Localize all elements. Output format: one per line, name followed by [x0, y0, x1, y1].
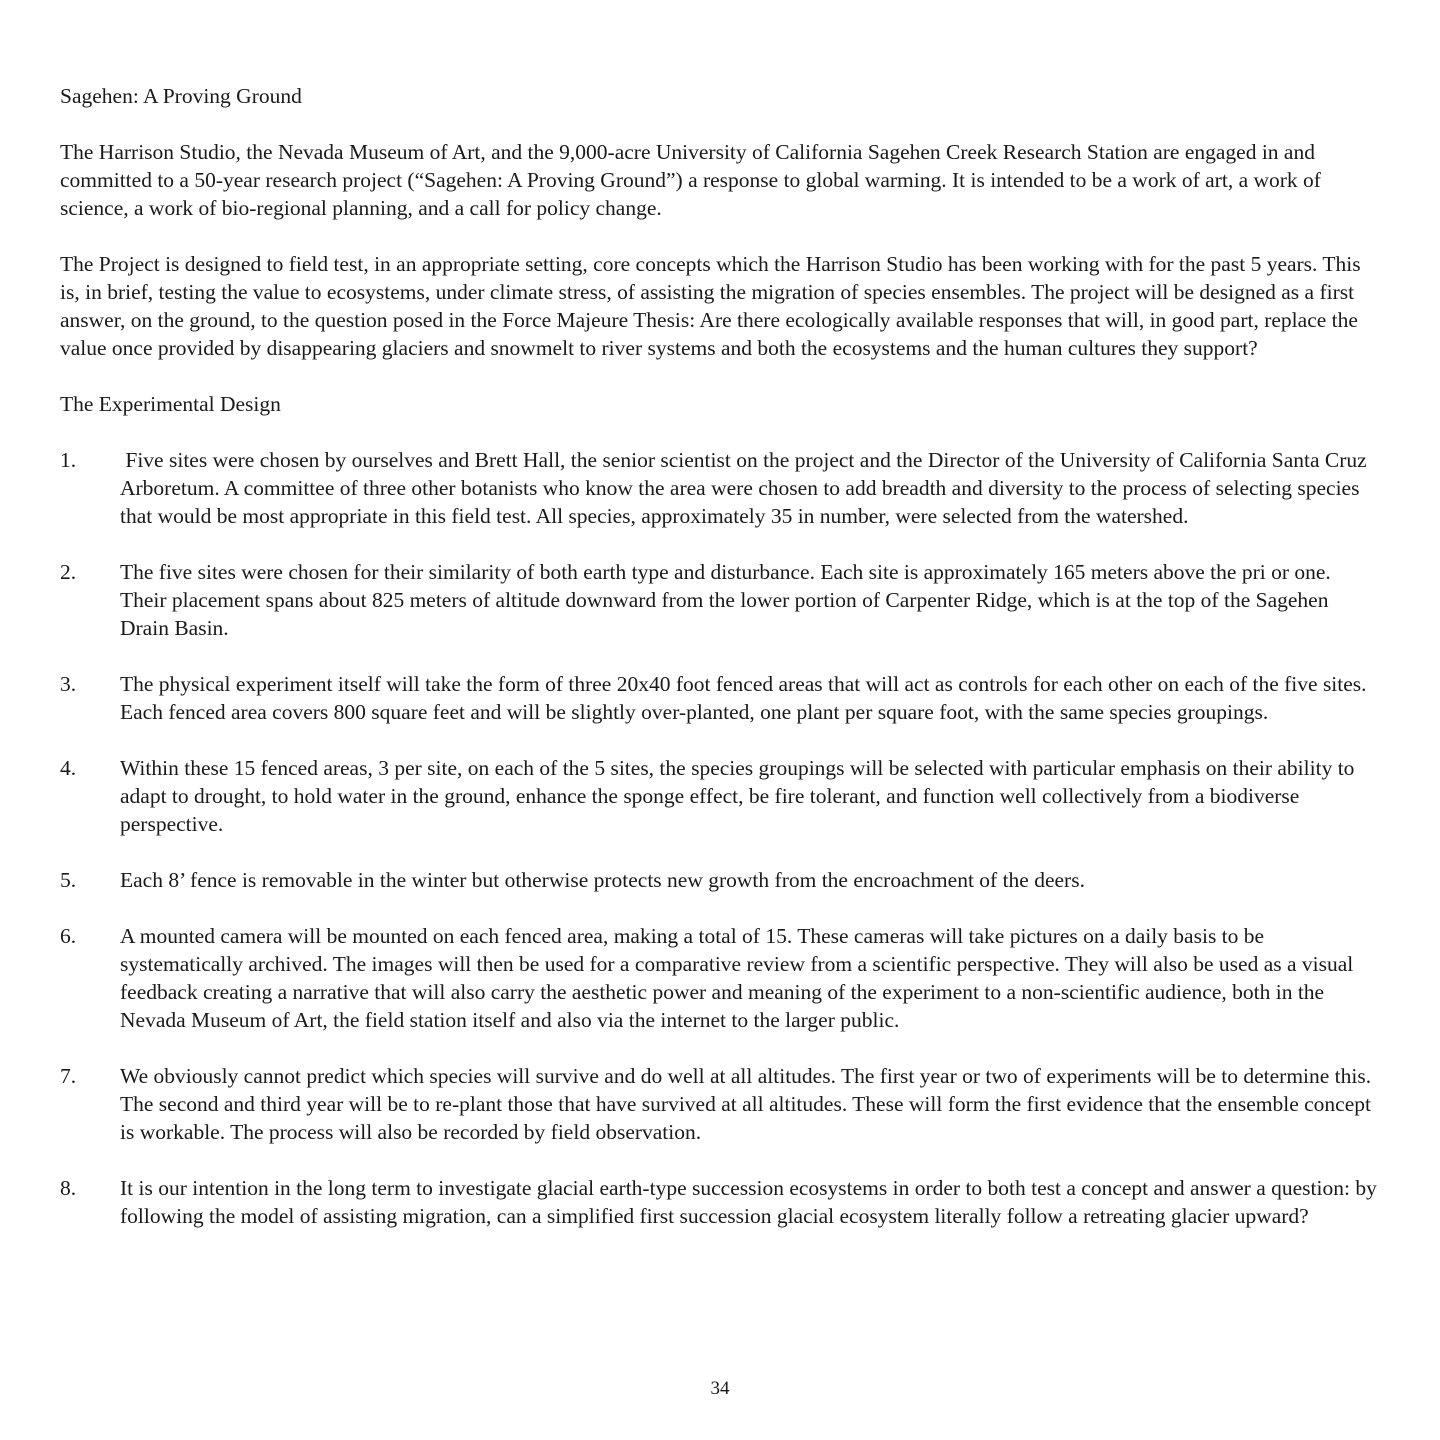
intro-paragraph: The Harrison Studio, the Nevada Museum of Art, and the 9,000-acre University of California Sagehen Creek Research Station are engaged in and committed to a 50-year research project (“Sagehen: A Proving Ground”) a response to global warming. It is intended to be a work of art, a work of science, a work of bio-regional planning, and a call for policy change.: [60, 140, 1321, 220]
list-item-number: 7.: [60, 1064, 77, 1088]
list-item-text: It is our intention in the long term to investigate glacial earth-type succession ecosystems in order to both test a concept and answer a question: by following the model of assisting migration, can a simplified first succession glacial ecosystem literally follow a retreating glacier upward?: [120, 1176, 1377, 1228]
list-item-text: Each 8’ fence is removable in the winter but otherwise protects new growth from the encroachment of the deers.: [120, 868, 1085, 892]
document-title: Sagehen: A Proving Ground: [60, 84, 302, 108]
list-item-number: 8.: [60, 1176, 77, 1200]
list-item-text: A mounted camera will be mounted on each fenced area, making a total of 15. These cameras will take pictures on a daily basis to be systematically archived. The images will then be used for a comparative review from a scientific perspective. They will also be used as a visual feedback creating a narrative that will also carry the aesthetic power and meaning of the experiment to a non-scientific audience, both in the Nevada Museum of Art, the field station itself and also via the internet to the larger public.: [120, 924, 1354, 1032]
list-item: [60, 558, 1382, 642]
list-item: [60, 446, 1382, 530]
list-item: [60, 866, 1382, 894]
list-item-number: 3.: [60, 672, 77, 696]
list-item-number: 4.: [60, 756, 77, 780]
list-item: [60, 670, 1382, 726]
page-number: 34: [710, 1378, 730, 1399]
list-item-text: The physical experiment itself will take the form of three 20x40 foot fenced areas that will act as controls for each other on each of the five sites. Each fenced area covers 800 square feet and will be slightly over-planted, one plant per square foot, with the same species groupings.: [120, 672, 1367, 724]
list-item-number: 5.: [60, 868, 77, 892]
list-item-text: The five sites were chosen for their similarity of both earth type and disturbance. Each site is approximately 165 meters above the pri or one. Their placement spans about 825 meters of altitude downward from the lower portion of Carpenter Ridge, which is at the top of the Sagehen Drain Basin.: [120, 560, 1331, 640]
project-paragraph: The Project is designed to field test, in an appropriate setting, core concepts which the Harrison Studio has been working with for the past 5 years. This is, in brief, testing the value to ecosystems, under climate stress, of assisting the migration of species ensembles. The project will be designed as a first answer, on the ground, to the question posed in the Force Majeure Thesis: Are there ecologically available responses that will, in good part, replace the value once provided by disappearing glaciers and snowmelt to river systems and both the ecosystems and the human cultures they support?: [60, 252, 1361, 360]
list-item: [60, 754, 1382, 838]
document-page: [60, 82, 1382, 1230]
section-heading: The Experimental Design: [60, 392, 281, 416]
experimental-design-list: [60, 446, 1382, 1230]
list-item: [60, 922, 1382, 1034]
list-item: [60, 1174, 1382, 1230]
list-item: [60, 1062, 1382, 1146]
list-item-number: 1.: [60, 448, 77, 472]
list-item-text: Five sites were chosen by ourselves and Brett Hall, the senior scientist on the project and the Director of the University of California Santa Cruz Arboretum. A committee of three other botanists who know the area were chosen to add breadth and diversity to the process of selecting species that would be most appropriate in this field test. All species, approximately 35 in number, were selected from the watershed.: [120, 448, 1371, 528]
list-item-text: We obviously cannot predict which species will survive and do well at all altitudes. The first year or two of experiments will be to determine this. The second and third year will be to re-plant those that have survived at all altitudes. These will form the first evidence that the ensemble concept is workable. The process will also be recorded by field observation.: [120, 1064, 1372, 1144]
list-item-number: 2.: [60, 560, 77, 584]
list-item-number: 6.: [60, 924, 77, 948]
list-item-text: Within these 15 fenced areas, 3 per site, on each of the 5 sites, the species groupings will be selected with particular emphasis on their ability to adapt to drought, to hold water in the ground, enhance the sponge effect, be fire tolerant, and function well collectively from a biodiverse perspective.: [120, 756, 1355, 836]
